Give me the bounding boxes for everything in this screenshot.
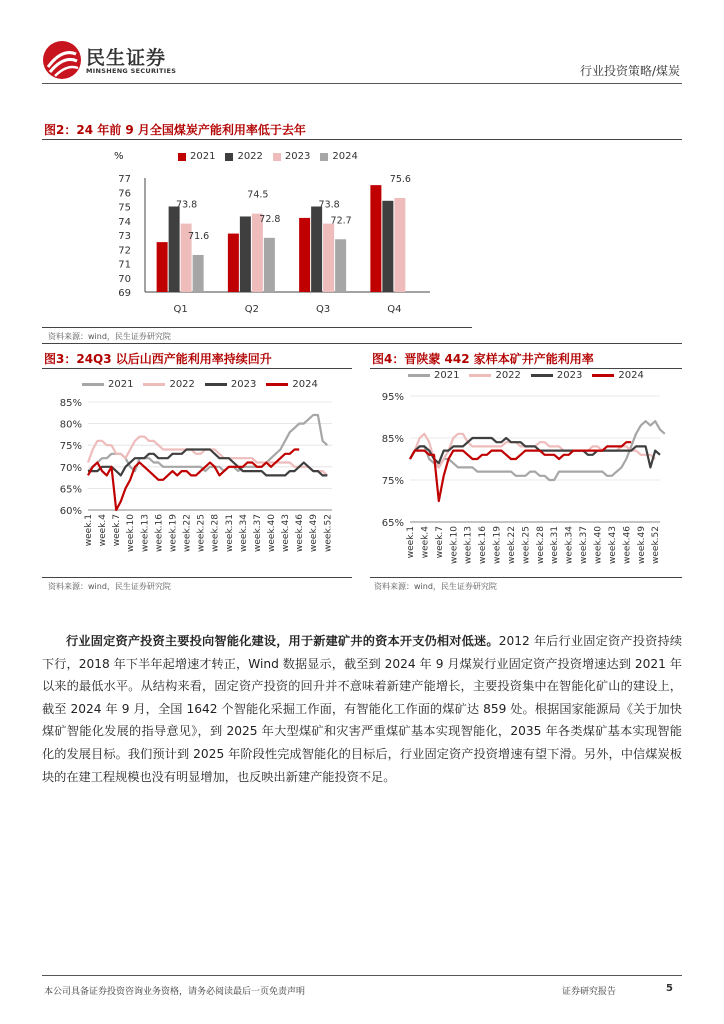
fig4-xtick-label: week.1 [406, 526, 416, 559]
fig3-xtick-label: week.43 [281, 514, 292, 552]
fig4-xtick-label: week.40 [593, 526, 604, 564]
fig2-xtick-label: Q2 [244, 304, 259, 315]
fig4-title: 图4：晋陕蒙 442 家样本矿井产能利用率 [372, 352, 594, 366]
fig2-title: 图2：24 年前 9 月全国煤炭产能利用率低于去年 [44, 123, 306, 137]
fig3-xtick-label: week.25 [196, 514, 207, 552]
body-rest: 2012 年后行业固定资产投资持续下行，2018 年下半年起增速才转正，Wind 数据显示，截至到 2024 年 9 月煤炭行业固定资产投资增速达到 2021 年以来的最低水平。从结构来看，固定资产投资的回升并不意味着新建产能增长，主要投资集中在智能化矿山的建设上，截至 2024 年 9 月，全国 1642 个智能化采掘工作面，有智能化工作面的煤矿达 859 处。根据国家能源局《关于加快煤矿智能化发展的指导意见》，到 2025 年大型煤矿和灾害严重煤矿基本实现智能化，2035 年各类煤矿基本实现智能化的发展目标。我们预计到 2025 年阶段性完成智能化的目标后，行业固定资产投资增速有望下滑。另外，中信煤炭板块的在建工程规模也没有明显增加，也反映出新建产能投资不足。 [42, 634, 683, 784]
fig4-xtick-label: week.16 [478, 526, 489, 564]
fig2-bar-Q2-2021 [228, 234, 239, 292]
fig2-bar-Q1-2024 [193, 255, 204, 292]
fig2-ytick-label: 74 [118, 216, 131, 228]
body-lead: 行业固定资产投资主要投向智能化建设，用于新建矿井的资本开支仍相对低迷。 [66, 634, 499, 648]
fig2-bar-chart [100, 170, 440, 320]
fig4-xtick-label: week.19 [492, 526, 503, 564]
fig2-title-rule [42, 139, 682, 140]
fig2-ytick-label: 72 [118, 245, 131, 257]
section-label: 行业投资策略/煤炭 [579, 64, 680, 78]
fig2-data-label: 73.8 [318, 199, 340, 211]
fig4-xtick-label: week.7 [434, 526, 445, 559]
fig4-xtick-label: week.28 [535, 526, 546, 564]
fig3-xtick-label: week.37 [252, 514, 263, 552]
fig4-xtick-label: week.13 [463, 526, 474, 564]
fig2-xtick-label: Q4 [387, 304, 402, 315]
fig3-title-rule [42, 368, 352, 369]
fig4-ytick-label: 95% [381, 392, 404, 403]
fig3-ytick-label: 60% [59, 506, 82, 517]
fig2-data-label: 75.6 [389, 173, 411, 185]
fig3-ytick-label: 80% [59, 419, 82, 431]
fig2-ytick-label: 76 [118, 188, 131, 200]
legend-2021: 2021 [178, 151, 215, 162]
fig2-bar-Q3-2021 [299, 218, 310, 292]
fig2-ytick-label: 73 [118, 231, 131, 242]
legend-2023: 2023 [205, 379, 256, 390]
fig4-line-chart [370, 384, 670, 574]
legend-2024: 2024 [266, 379, 317, 390]
fig3-ytick-label: 75% [59, 441, 82, 453]
fig2-ytick-label: 75 [118, 202, 131, 214]
footer-disclaimer: 本公司具备证券投资咨询业务资格，请务必阅读最后一页免责声明 [44, 987, 306, 997]
footer-report-type: 证券研究报告 [562, 987, 617, 997]
fig2-ytick-label: 77 [118, 174, 131, 185]
legend-2021: 2021 [408, 370, 459, 381]
fig4-xtick-label: week.34 [564, 526, 575, 564]
fig2-source-rule [42, 343, 682, 344]
legend-2022: 2022 [143, 379, 194, 390]
fig3-ytick-label: 65% [59, 484, 82, 496]
header-divider [42, 83, 682, 84]
fig4-xtick-label: week.49 [636, 526, 647, 564]
fig3-xtick-label: week.46 [295, 514, 306, 552]
fig2-bar-Q3-2024 [335, 239, 346, 292]
fig2-bar-Q1-2022 [169, 207, 180, 293]
legend-2023: 2023 [531, 370, 582, 381]
brand-name: 民生证券 [86, 47, 167, 69]
fig2-ytick-label: 71 [118, 259, 131, 271]
legend-2022: 2022 [469, 370, 520, 381]
fig2-data-label: 74.5 [247, 189, 269, 201]
fig3-source: 资料来源：wind，民生证券研究院 [48, 582, 171, 591]
fig3-xtick-label: week.16 [154, 514, 165, 552]
fig2-bar-Q4-2023 [394, 198, 405, 292]
fig2-ylabel: % [114, 151, 124, 162]
fig3-xtick-label: week.22 [182, 514, 193, 552]
fig3-series-2024 [88, 450, 299, 511]
fig4-bottom-rule [370, 577, 682, 578]
fig3-xtick-label: week.1 [84, 514, 94, 547]
fig3-xtick-label: week.34 [238, 514, 249, 552]
fig3-xtick-label: week.10 [126, 514, 137, 552]
fig2-data-label: 71.6 [188, 230, 210, 242]
fig3-ytick-label: 85% [59, 398, 82, 409]
fig4-ytick-label: 65% [381, 518, 404, 529]
fig3-bottom-rule [42, 577, 352, 578]
fig4-ytick-label: 85% [381, 434, 404, 445]
fig4-xtick-label: week.4 [420, 526, 431, 559]
fig4-xtick-label: week.22 [506, 526, 517, 564]
fig3-xtick-label: week.7 [112, 514, 123, 547]
fig2-data-label: 73.8 [176, 199, 198, 211]
fig4-title-rule [370, 368, 682, 369]
fig4-xtick-label: week.43 [607, 526, 618, 564]
fig2-bar-Q3-2022 [311, 207, 322, 293]
fig2-data-label: 72.8 [259, 213, 281, 225]
legend-2022: 2022 [225, 151, 262, 162]
fig4-xtick-label: week.46 [622, 526, 633, 564]
page-number: 5 [666, 983, 673, 994]
legend-2023: 2023 [273, 151, 310, 162]
fig3-xtick-label: week.31 [224, 514, 235, 552]
fig2-ytick-label: 69 [118, 288, 131, 299]
fig2-xtick-label: Q3 [316, 304, 331, 315]
fig2-legend [178, 151, 358, 162]
fig4-legend [408, 370, 644, 381]
brand-logo-icon [42, 40, 82, 80]
fig2-bar-Q3-2023 [323, 224, 334, 292]
fig4-xtick-label: week.37 [579, 526, 590, 564]
fig4-xtick-label: week.52 [651, 526, 662, 564]
fig3-xtick-label: week.28 [210, 514, 221, 552]
fig3-ytick-label: 70% [59, 462, 82, 474]
fig4-source: 资料来源：wind，民生证券研究院 [374, 582, 497, 591]
body-paragraph [42, 630, 682, 788]
fig3-xtick-label: week.49 [309, 514, 320, 552]
legend-2024: 2024 [592, 370, 643, 381]
fig3-xtick-label: week.40 [267, 514, 277, 552]
fig3-xtick-label: week.13 [140, 514, 151, 552]
fig3-xtick-label: week.4 [98, 514, 109, 547]
fig3-line-chart [42, 392, 342, 572]
fig3-xtick-label: week.19 [168, 514, 179, 552]
fig4-ytick-label: 75% [381, 476, 404, 487]
fig2-bar-Q2-2023 [252, 214, 263, 292]
fig2-bar-Q2-2022 [240, 216, 251, 292]
fig2-data-label: 72.7 [330, 215, 352, 227]
fig2-bottom-rule [42, 327, 472, 328]
fig2-source: 资料来源：wind，民生证券研究院 [48, 332, 171, 341]
brand-name-en: MINSHENG SECURITIES [86, 67, 177, 75]
fig2-bar-Q4-2022 [382, 201, 393, 292]
fig2-ytick-label: 70 [118, 273, 131, 285]
footer-divider [42, 975, 682, 976]
fig3-xtick-label: week.52 [323, 514, 334, 552]
legend-2021: 2021 [82, 379, 133, 390]
fig2-bar-Q4-2021 [370, 185, 381, 292]
fig4-xtick-label: week.25 [521, 526, 532, 564]
fig2-bar-Q2-2024 [264, 238, 275, 292]
fig3-title: 图3：24Q3 以后山西产能利用率持续回升 [44, 352, 272, 366]
fig2-xtick-label: Q1 [173, 304, 188, 315]
fig4-xtick-label: week.31 [550, 526, 561, 564]
legend-2024: 2024 [320, 151, 357, 162]
fig4-xtick-label: week.10 [449, 526, 460, 564]
fig2-bar-Q1-2021 [157, 242, 168, 292]
fig3-legend [82, 379, 318, 390]
